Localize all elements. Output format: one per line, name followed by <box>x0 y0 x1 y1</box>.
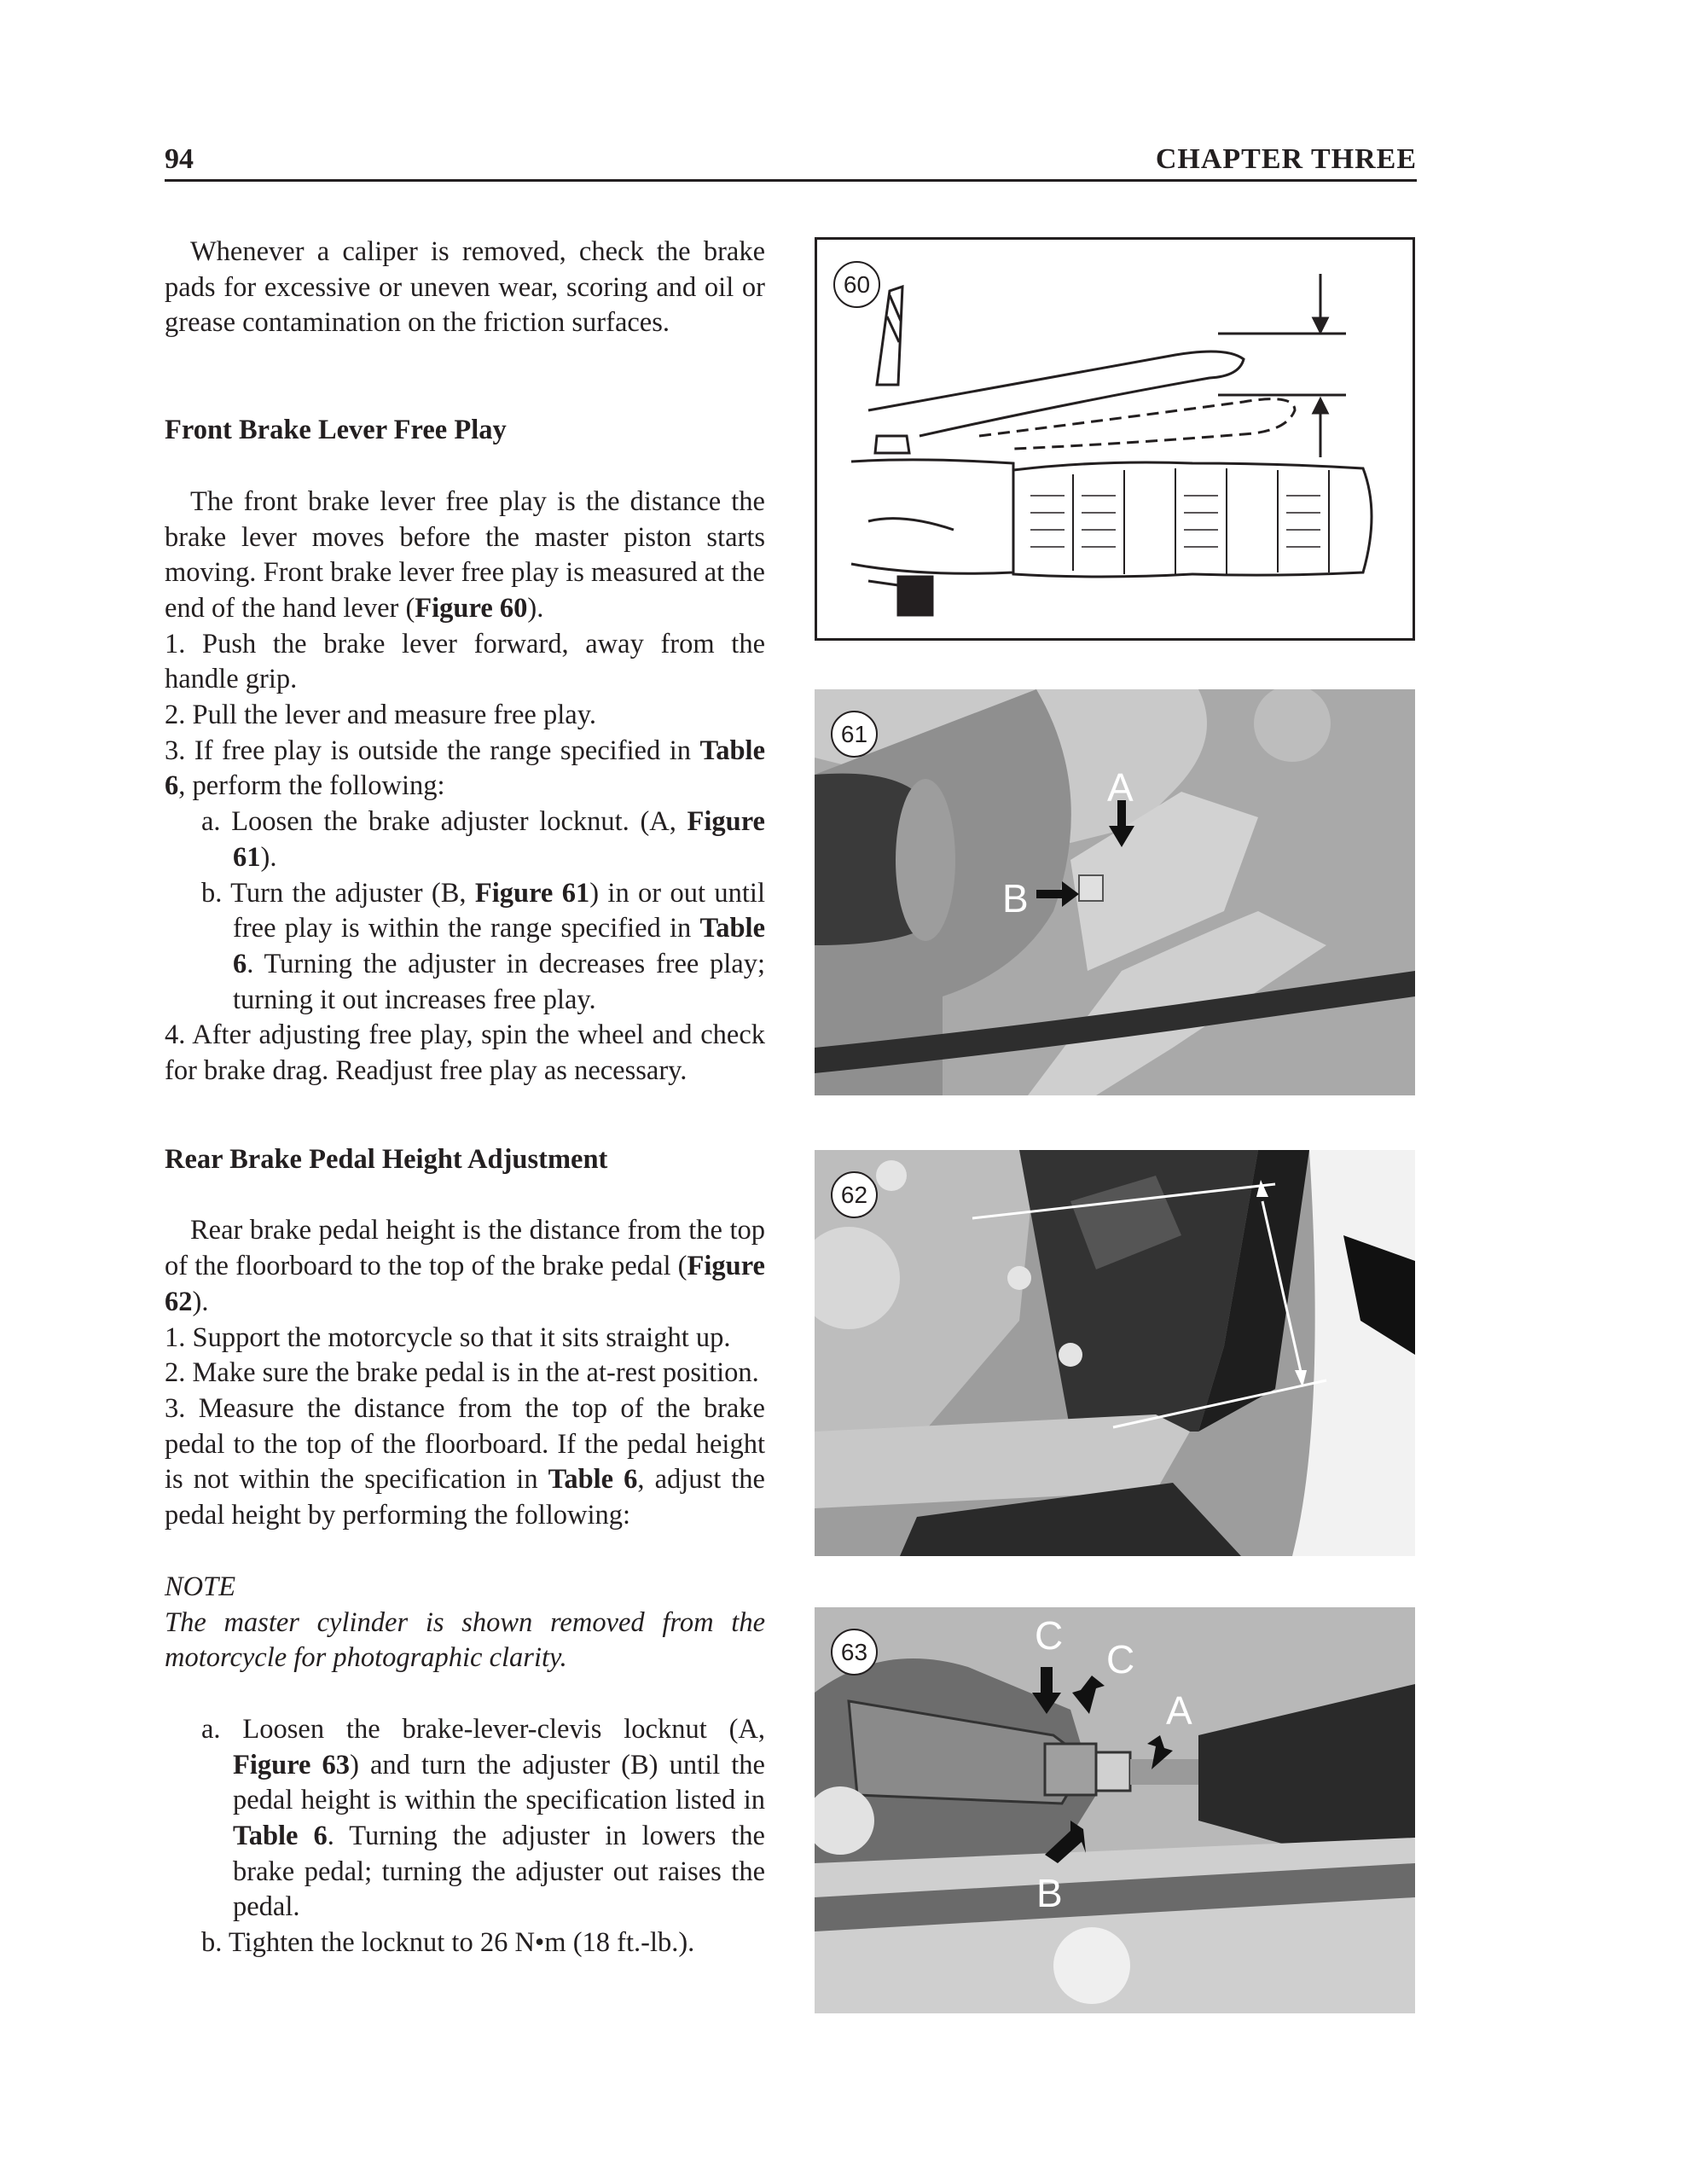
note-body: The master cylinder is shown removed from the motorcycle for photographic clarity. <box>165 1606 765 1674</box>
front-step-3: 3. If free play is outside the range specified in Table 6, perform the following: <box>165 735 765 802</box>
note-title: NOTE <box>165 1571 236 1602</box>
figure-number-badge: 63 <box>831 1629 878 1676</box>
page-number: 94 <box>165 143 194 175</box>
front-step-2: 2. Pull the lever and measure free play. <box>165 700 596 731</box>
callout-b: B <box>1002 876 1029 921</box>
callout-c-right: C <box>1106 1637 1135 1682</box>
front-lever-photo <box>815 689 1415 1095</box>
callout-a: A <box>1166 1688 1192 1733</box>
table-ref: Table 6 <box>233 913 765 979</box>
figure-number-badge: 62 <box>831 1171 878 1218</box>
figure-62-photo <box>815 1150 1415 1556</box>
rear-step-2: 2. Make sure the brake pedal is in the at-rest position. <box>165 1357 759 1389</box>
rear-substep-b: b. Tighten the locknut to 26 N•m (18 ft.-lb.). <box>201 1927 695 1959</box>
table-ref: Table 6 <box>233 1821 328 1852</box>
page-header <box>165 143 1417 181</box>
figure-ref: Figure 63 <box>233 1749 351 1780</box>
lever-illustration <box>817 240 1413 638</box>
figure-63-photo <box>815 1607 1415 2013</box>
intro-paragraph: Whenever a caliper is removed, check the brake pads for excessive or uneven wear, scoring and oil or grease contamination on the friction surfaces. <box>165 236 765 339</box>
table-ref: Table 6 <box>165 735 765 802</box>
callout-c-left: C <box>1035 1613 1064 1658</box>
front-substep-b: b. Turn the adjuster (B, Figure 61) in or out until free play is within the range specified in Table 6. Turning the adjuster in decreases free play; turning it out increases free play. <box>201 877 765 1015</box>
figure-number-badge: 60 <box>833 261 880 308</box>
rear-brake-heading: Rear Brake Pedal Height Adjustment <box>165 1143 608 1175</box>
front-brake-paragraph: The front brake lever free play is the distance the brake lever moves before the master piston starts moving. Front brake lever free play is measured at the end of the hand lever (Figure 60). <box>165 485 765 624</box>
text-column <box>165 235 765 1961</box>
figure-61-photo <box>815 689 1415 1095</box>
header-rule <box>165 179 1417 182</box>
figure-60-lever-drawing <box>815 237 1415 641</box>
rear-substep-a: a. Loosen the brake-lever-clevis locknut (A, Figure 63) and turn the adjuster (B) until the pedal height is within the specification listed in Table 6. Turning the adjuster in lowers the brake pedal; turning the adjuster out raises the pedal. <box>201 1713 765 1923</box>
callout-b: B <box>1036 1871 1063 1915</box>
front-step-4: 4. After adjusting free play, spin the wheel and check for brake drag. Readjust free play as necessary. <box>165 1019 765 1087</box>
callout-a: A <box>1107 765 1134 810</box>
rear-pedal-photo <box>815 1150 1415 1556</box>
front-brake-heading: Front Brake Lever Free Play <box>165 415 507 446</box>
rear-step-3: 3. Measure the distance from the top of the brake pedal to the top of the floorboard. If the pedal height is not within the specification in Table 6, adjust the pedal height by performing the following: <box>165 1392 765 1531</box>
figure-ref: Figure 62 <box>165 1251 765 1317</box>
figure-number-badge: 61 <box>831 711 878 758</box>
front-step-1: 1. Push the brake lever forward, away from the handle grip. <box>165 628 765 695</box>
chapter-title: CHAPTER THREE <box>1155 143 1417 175</box>
rear-brake-paragraph: Rear brake pedal height is the distance from the top of the floorboard to the top of the brake pedal (Figure 62). <box>165 1215 765 1317</box>
table-ref: Table 6 <box>548 1464 638 1496</box>
figure-ref: Figure 61 <box>474 877 590 909</box>
front-substep-a: a. Loosen the brake adjuster locknut. (A, Figure 61). <box>201 806 765 873</box>
figure-ref: Figure 60 <box>415 592 528 624</box>
figure-ref: Figure 61 <box>233 806 765 873</box>
rear-step-1: 1. Support the motorcycle so that it sits straight up. <box>165 1321 731 1353</box>
